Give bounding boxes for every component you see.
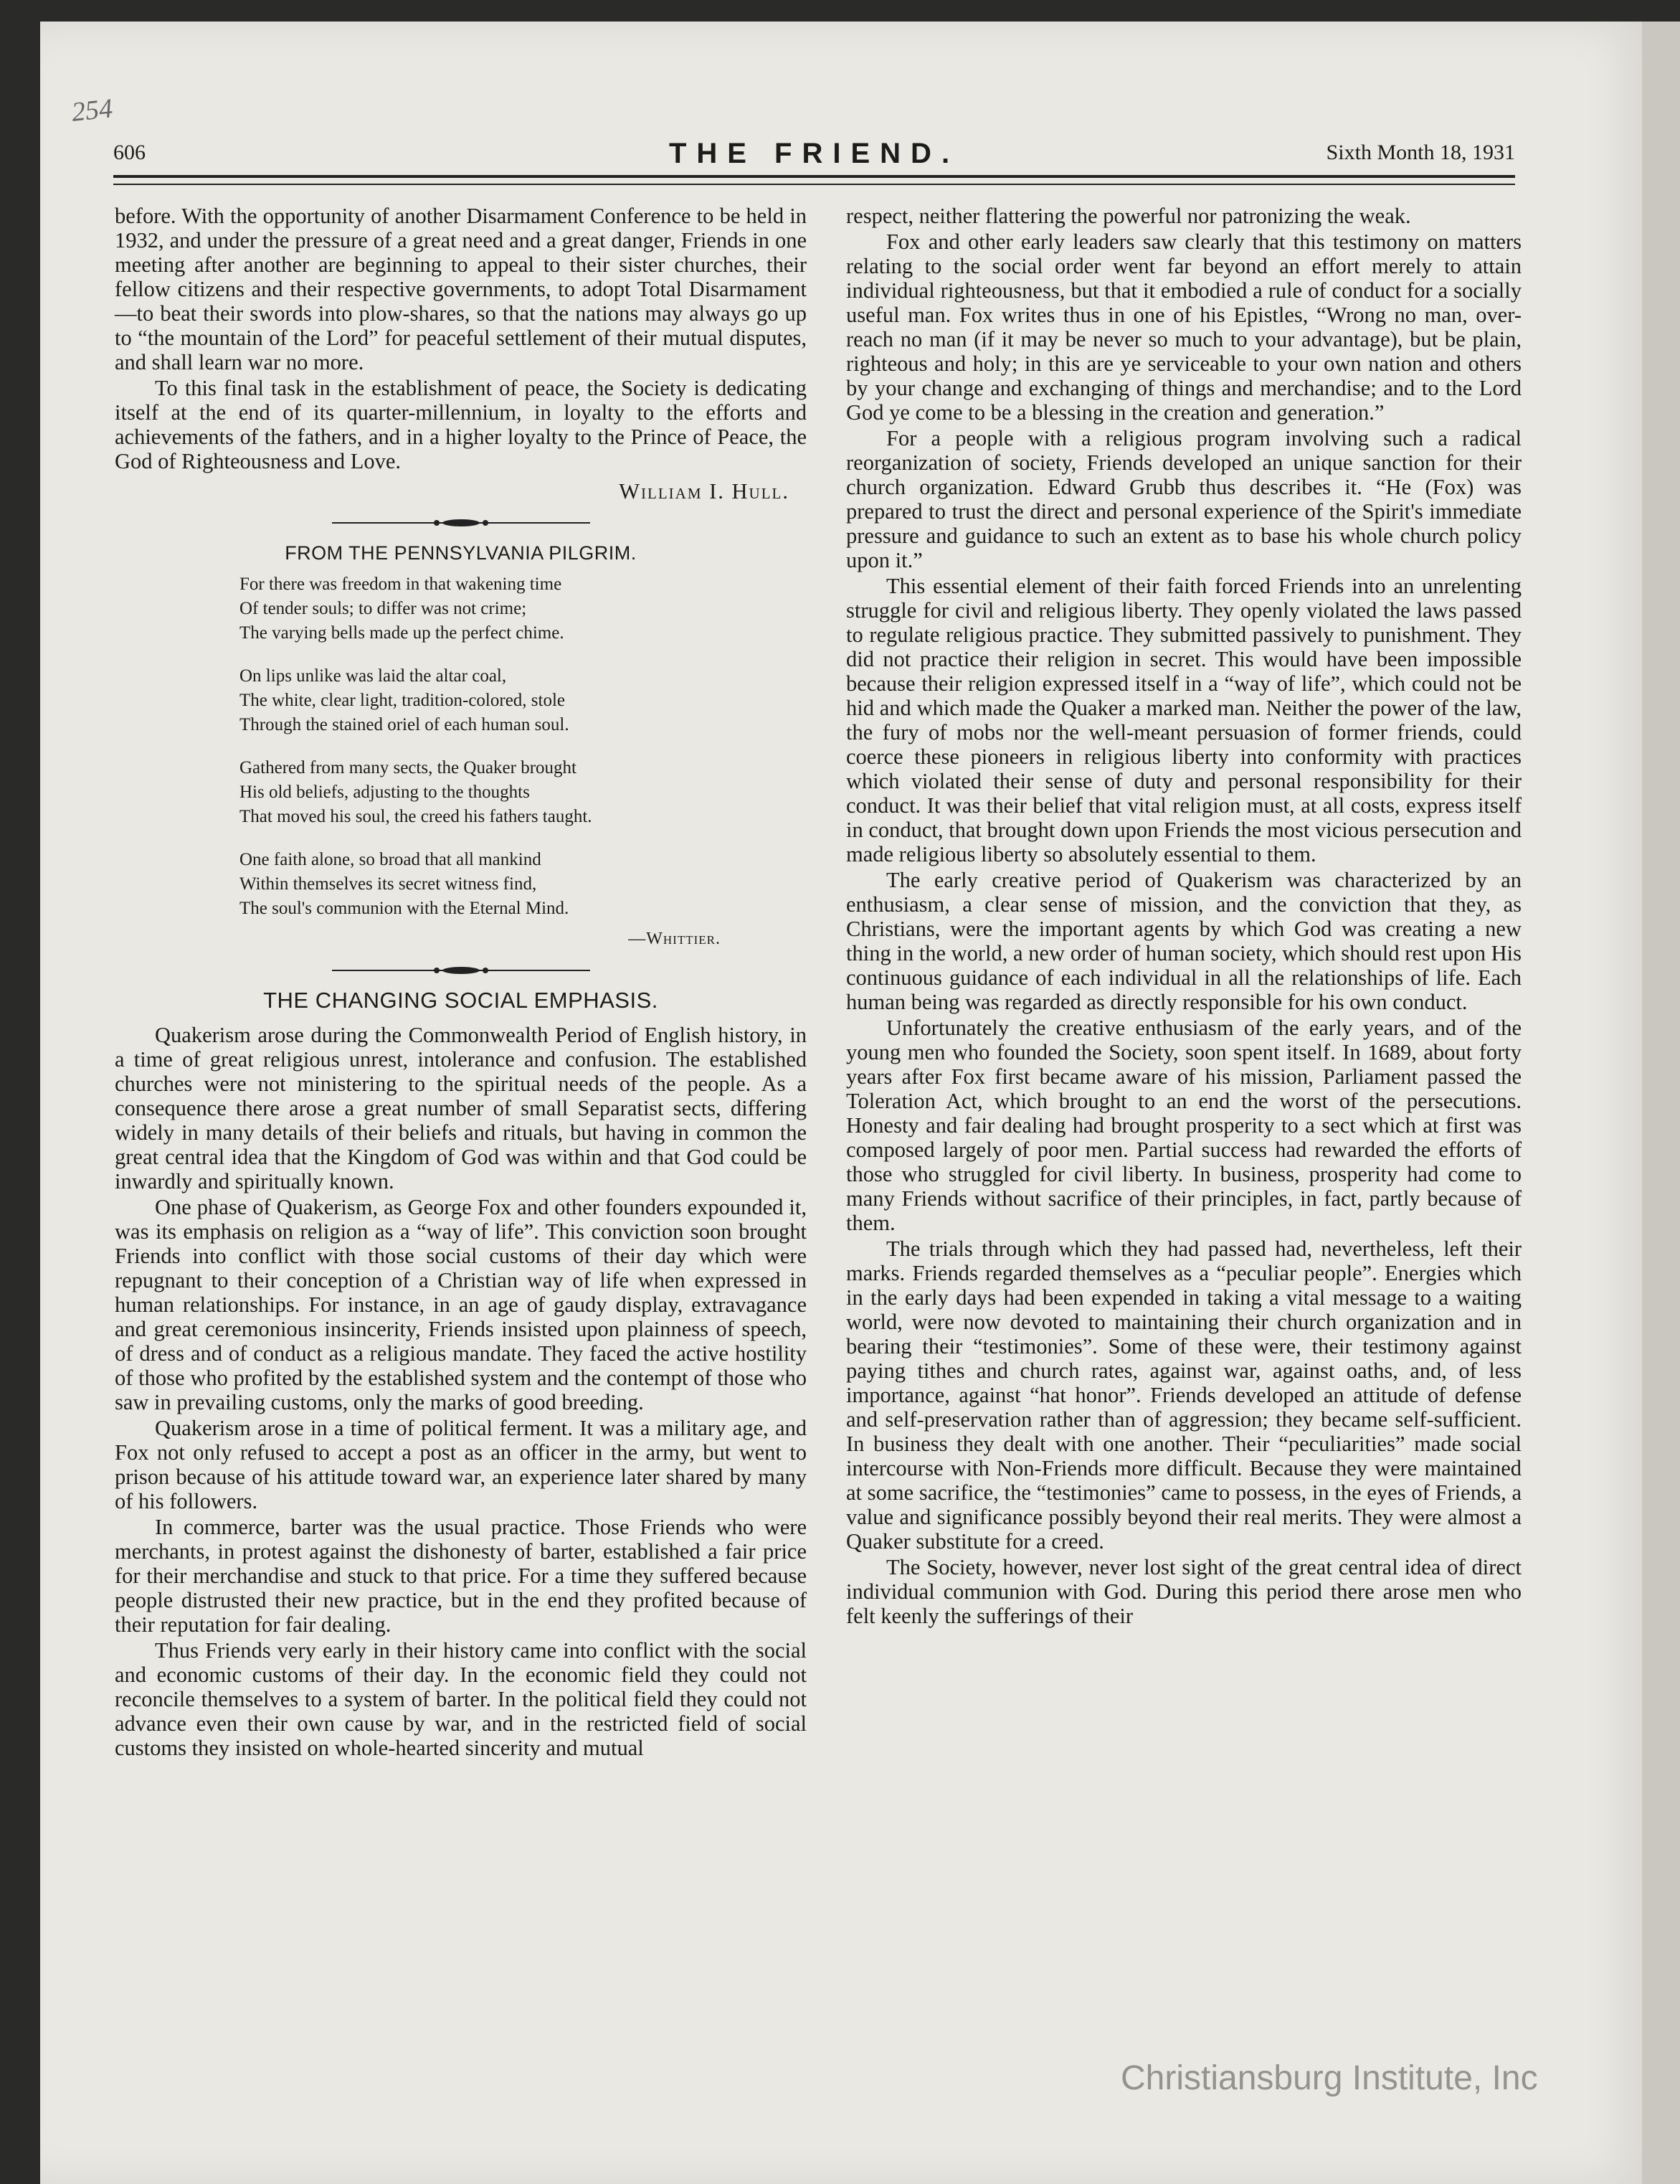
left-column [115, 204, 807, 1760]
poem-line: That moved his soul, the creed his fathers taught. [239, 807, 592, 826]
poem-stanza [239, 664, 807, 737]
header-rule [113, 175, 1515, 178]
poem-stanza [239, 848, 807, 921]
issue-date: Sixth Month 18, 1931 [1326, 141, 1515, 164]
poem-line: The soul's communion with the Eternal Mind. [239, 899, 569, 918]
paragraph: The trials through which they had passed had, nevertheless, left their marks. Friends regarded themselves as a “peculiar people”. Energies which in the early days had been expended in taking a vital message to a waiting world, were now devoted to maintaining their church organization and in bearing their “testimonies”. Some of these were, their testimony against paying tithes and church rates, against war, against oaths, and, of less importance, against “hat honor”. Friends developed an attitude of defense and self-preservation rather than of aggression; they became self-sufficient. In business they dealt with one another. Their “peculiarities” made social intercourse with Non-Friends more difficult. Because they were maintained at some sacrifice, the “testimonies” came to possess, in the eyes of Friends, a value and significance possibly beyond their real merits. They were almost a Quaker substitute for a creed. [846, 1237, 1522, 1554]
poem-line: For there was freedom in that wakening time [239, 575, 562, 594]
ornament-divider [332, 518, 590, 528]
poem-line: His old beliefs, adjusting to the thoughts [239, 783, 530, 802]
poem-author: —Whittier. [628, 930, 721, 948]
paragraph: The early creative period of Quakerism was characterized by an enthusiasm, a clear sense of mission, and the conviction that they, as Christians, were the important agents by which God was creating a new thing in the world, a new order of human society, which should rest upon His continuous guidance of each individual in all the relationships of life. Each human being was regarded as directly responsible for his own conduct. [846, 868, 1522, 1014]
paragraph: This essential element of their faith forced Friends into an unrelenting struggle for civil and religious liberty. They openly violated the laws passed to regulate religious practice. They submitted passively to punishment. They did not practice their religion in secret. This would have been impossible because their religion expressed itself in a “way of life”, which could not be hid and which made the Quaker a marked man. Neither the power of the law, the fury of mobs nor the well-meant persuasion of former friends, could coerce these pioneers in religious liberty into conformity with practices which violated their sense of duty and personal responsibility for their conduct. It was their belief that vital religion must, at all costs, express itself in conduct, that brought down upon Friends the most vicious persecution and made religious liberty so absolutely essential to them. [846, 574, 1522, 866]
paragraph: Thus Friends very early in their history came into conflict with the social and economic customs of their day. In the economic field they could not reconcile themselves to a system of barter. In the political field they could not advance even their own cause by war, and in the restricted field of social customs they insisted on whole-hearted sincerity and mutual [115, 1638, 807, 1760]
pencil-annotation: 254 [70, 93, 115, 128]
poem-line: Gathered from many sects, the Quaker brought [239, 758, 576, 777]
paragraph: For a people with a religious program involving such a radical reorganization of society, Friends developed an unique sanction for their church organization. Edward Grubb thus describes it. “He (Fox) was prepared to trust the direct and personal experience of the Spirit's immediate pressure and guidance to such an extent as to base his whole church policy upon it.” [846, 426, 1522, 572]
page-edge [1642, 22, 1680, 2184]
poem-line: On lips unlike was laid the altar coal, [239, 666, 507, 686]
poem-line: Through the stained oriel of each human soul. [239, 715, 569, 734]
paragraph: before. With the opportunity of another Disarmament Conference to be held in 1932, and under the pressure of a great need and a great danger, Friends in one meeting after another are beginning to appeal to their sister churches, their fellow citizens and their respective governments, to adopt Total Disarmament—to beat their swords into plow-shares, so that the nations may always go up to “the mountain of the Lord” for peaceful settlement of their mutual disputes, and shall learn war no more. [115, 204, 807, 374]
masthead-title: THE FRIEND. [668, 138, 960, 169]
poem-line: The white, clear light, tradition-colored, stole [239, 691, 566, 710]
page-header [113, 138, 1515, 174]
paragraph: respect, neither flattering the powerful nor patronizing the weak. [846, 204, 1411, 228]
paragraph: Fox and other early leaders saw clearly that this testimony on matters relating to the social order went far beyond an effort merely to attain individual righteousness, but that it embodied a rule of conduct for a socially useful man. Fox writes thus in one of his Epistles, “Wrong no man, over-reach no man (if it may be never so much to your advantage), but be plain, righteous and holy; in this are ye serviceable to your own nation and others by your change and exchanging of things and merchandise; and to the Lord God ye come to be a blessing in the creation and generation.” [846, 230, 1522, 425]
poem-line: Of tender souls; to differ was not crime; [239, 599, 527, 618]
paragraph: In commerce, barter was the usual practice. Those Friends who were merchants, in protest against the dishonesty of barter, established a fair price for their merchandise and stuck to that price. For a time they suffered because people distrusted their new practice, but in the end they profited because of their reputation for fair dealing. [115, 1515, 807, 1637]
poem-line: Within themselves its secret witness find, [239, 874, 537, 894]
author-signature: William I. Hull. [619, 479, 789, 504]
poem-stanza [239, 756, 807, 829]
article-title: THE CHANGING SOCIAL EMPHASIS. [263, 988, 658, 1013]
paragraph: To this final task in the establishment of peace, the Society is dedicating itself at the end of its quarter-millennium, in loyalty to the efforts and achievements of the fathers, and in a higher loyalty to the Prince of Peace, the God of Righteousness and Love. [115, 376, 807, 473]
paragraph: Quakerism arose during the Commonwealth Period of English history, in a time of great religious unrest, intolerance and confusion. The established churches were not ministering to the spiritual needs of the people. As a consequence there arose a great number of small Separatist sects, differing widely in many details of their beliefs and rituals, but having in common the great central idea that the Kingdom of God was within and that God could be inwardly and spiritually known. [115, 1023, 807, 1193]
right-column [846, 204, 1522, 1628]
paragraph: Unfortunately the creative enthusiasm of the early years, and of the young men who founded the Society, soon spent itself. In 1689, about forty years after Fox first became aware of his mission, Parliament passed the Toleration Act, which brought to an end the worst of the persecutions. Honesty and fair dealing had brought prosperity to a sect which at first was composed largely of poor men. Partial success had rewarded the efforts of those who struggled for civil liberty. In business, prosperity had come to many Friends without sacrifice of their principles, in fact, partly because of them. [846, 1016, 1522, 1235]
poem-line: The varying bells made up the perfect chime. [239, 623, 564, 643]
paragraph: One phase of Quakerism, as George Fox and other founders expounded it, was its emphasis on religion as a “way of life”. This conviction soon brought Friends into conflict with those social customs of their day which were repugnant to their conception of a Christian way of life when expressed in human relationships. For instance, in an age of gaudy display, extravagance and great ceremonious insincerity, Friends insisted upon plainness of speech, of dress and of conduct as a religious mandate. They faced the active hostility of those who profited by the established system and the contempt of those who saw in prevailing customs, only the marks of good breeding. [115, 1195, 807, 1414]
paragraph: The Society, however, never lost sight of the great central idea of direct individual communion with God. During this period there arose men who felt keenly the sufferings of their [846, 1555, 1522, 1628]
header-rule-thin [113, 184, 1515, 185]
page-number: 606 [113, 141, 146, 164]
watermark: Christiansburg Institute, Inc [1121, 2059, 1538, 2097]
poem-stanza [239, 572, 807, 646]
poem-line: One faith alone, so broad that all mankind [239, 850, 541, 869]
paragraph: Quakerism arose in a time of political ferment. It was a military age, and Fox not only refused to accept a post as an officer in the army, but went to prison because of his attitude toward war, an experience later shared by many of his followers. [115, 1416, 807, 1513]
ornament-divider [332, 965, 590, 975]
poem [239, 572, 807, 921]
poem-title: FROM THE PENNSYLVANIA PILGRIM. [285, 542, 637, 564]
